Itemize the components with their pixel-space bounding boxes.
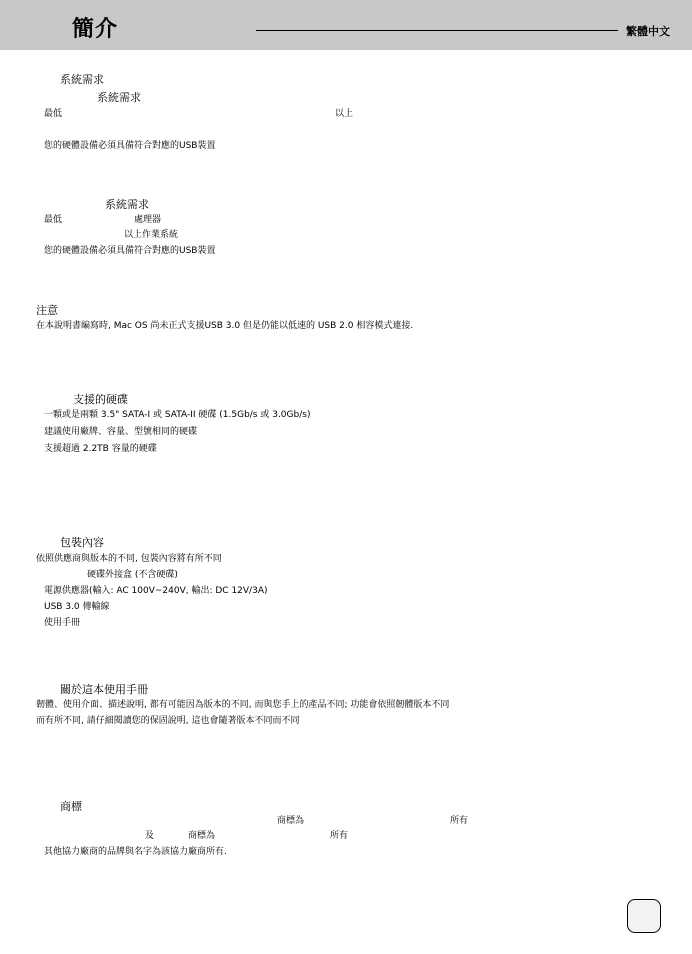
supported-drives-line: 支援超過 2.2TB 容量的硬碟: [44, 444, 157, 454]
mac-minimum-label: 最低: [44, 215, 63, 225]
windows-minimum-label: 最低: [44, 109, 63, 119]
header-rule: [256, 30, 618, 31]
page-title: 簡介: [72, 17, 119, 42]
mac-requirements-subheading: 系統需求: [105, 198, 149, 211]
mac-processor-label: 處理器: [134, 215, 162, 225]
windows-requirements-subheading: 系統需求: [97, 91, 141, 104]
package-item: 電源供應器(輸入: AC 100V~240V, 輸出: DC 12V/3A): [44, 586, 268, 596]
page-number-box: [627, 899, 661, 933]
about-manual-line: 而有所不同, 請仔細閱讀您的保固說明, 這也會隨著版本不同而不同: [36, 716, 300, 726]
windows-requirements-heading: 系統需求: [60, 73, 104, 86]
supported-drives-line: 建議使用廠牌、容量、型號相同的硬碟: [44, 427, 198, 437]
mac-usb-note: 您的硬體設備必須具備符合對應的USB裝置: [44, 246, 216, 256]
package-item: 使用手冊: [44, 618, 81, 628]
package-contents-intro: 依照供應商與版本的不同, 包裝內容將有所不同: [36, 554, 222, 564]
package-contents-heading: 包裝內容: [60, 536, 104, 549]
about-manual-heading: 關於這本使用手冊: [60, 683, 148, 696]
supported-drives-line: 一顆或是兩顆 3.5" SATA-I 或 SATA-II 硬碟 (1.5Gb/s 或 3.0Gb/s): [44, 410, 311, 420]
trademark-owner-suffix: 所有: [330, 831, 349, 841]
package-item: USB 3.0 傳輸線: [44, 602, 110, 612]
mac-os-above: 以上作業系統: [124, 230, 179, 240]
trademark-owner-suffix: 所有: [450, 816, 469, 826]
supported-drives-heading: 支援的硬碟: [73, 393, 128, 406]
trademark-heading: 商標: [60, 800, 82, 813]
note-text: 在本說明書編寫時, Mac OS 尚未正式支援USB 3.0 但是仍能以低速的 USB 2.0 相容模式連接.: [36, 321, 414, 331]
trademark-owned-by-label: 商標為: [188, 831, 216, 841]
windows-or-above: 以上: [335, 109, 354, 119]
language-label: 繁體中文: [626, 25, 670, 38]
trademark-and-label: 及: [145, 831, 155, 841]
trademark-other-brands: 其他協力廠商的品牌與名字為該協力廠商所有.: [44, 847, 227, 857]
note-heading: 注意: [36, 304, 58, 317]
windows-usb-note: 您的硬體設備必須具備符合對應的USB裝置: [44, 141, 216, 151]
package-item: 硬碟外接盒 (不含硬碟): [87, 570, 178, 580]
about-manual-line: 韌體、使用介面、描述說明, 都有可能因為版本的不同, 而與您手上的產品不同; 功能會依照韌體版本不同: [36, 700, 450, 710]
page-header: [0, 0, 692, 50]
trademark-owned-by-label: 商標為: [277, 816, 305, 826]
